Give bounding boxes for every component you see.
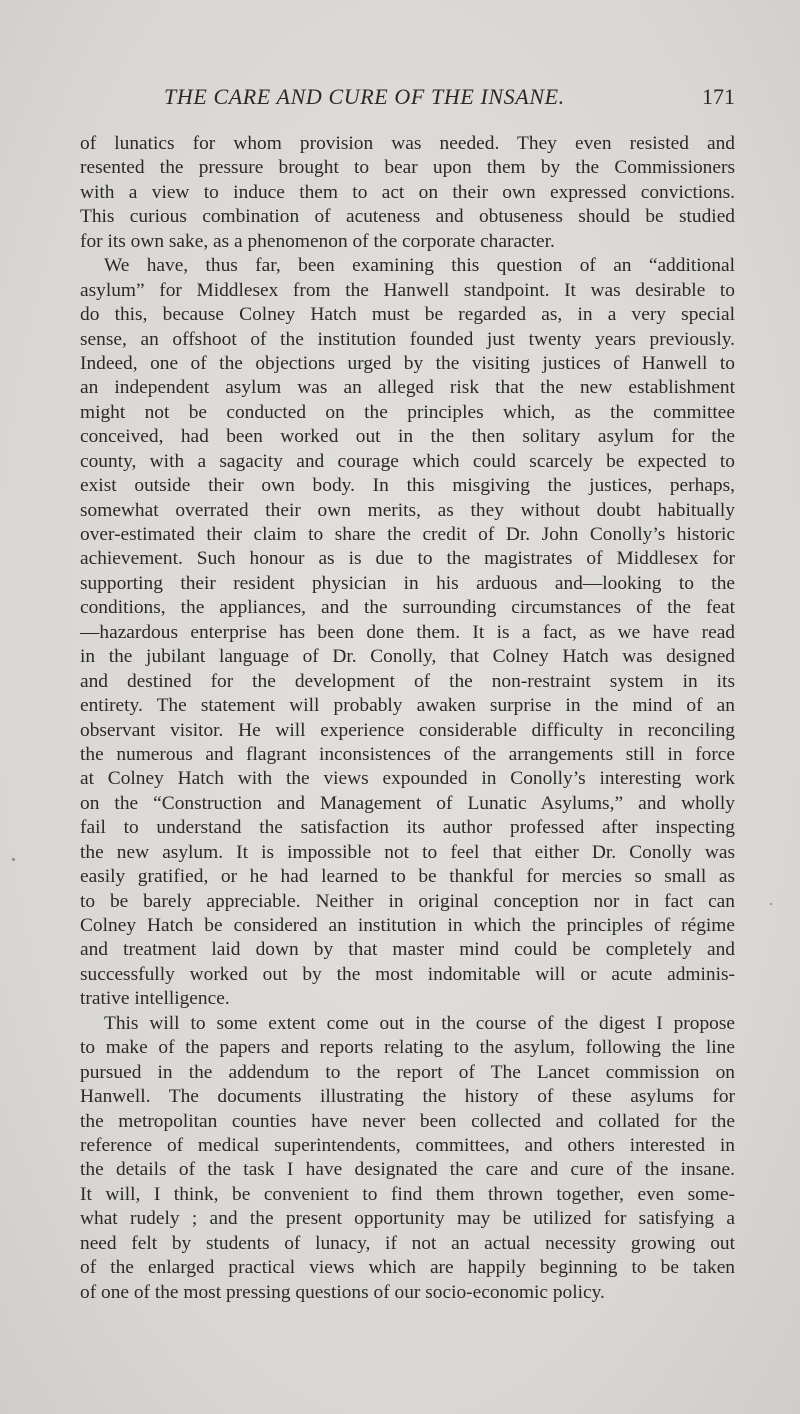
text-line: Hanwell. The documents illustrating the history of these asylums for (80, 1086, 735, 1108)
text-line: what rudely ; and the present opportunity may be utilized for satisfying a (80, 1208, 735, 1230)
running-title: THE CARE AND CURE OF THE INSANE. (164, 84, 565, 109)
text-line: on the “Construction and Management of Lunatic Asylums,” and wholly (80, 792, 735, 814)
text-line: It will, I think, be convenient to find them thrown together, even some- (80, 1183, 735, 1205)
body-text (80, 132, 735, 1305)
text-line: Colney Hatch be considered an institution in which the principles of régime (80, 915, 735, 936)
text-line: trative intelligence. (80, 988, 230, 1010)
text-line: entirety. The statement will probably awaken surprise in the mind of an (80, 695, 735, 717)
text-line: Indeed, one of the objections urged by the visiting justices of Hanwell to (80, 352, 735, 374)
text-line: of the enlarged practical views which are happily beginning to be taken (80, 1257, 735, 1279)
text-line: sense, an offshoot of the institution founded just twenty years previously. (80, 328, 735, 350)
text-line: —hazardous enterprise has been done them. It is a fact, as we have read (80, 621, 735, 643)
text-line: the metropolitan counties have never been collected and collated for the (80, 1110, 735, 1132)
paragraph-start-line: We have, thus far, been examining this question of an “additional (104, 255, 735, 277)
text-line: observant visitor. He will experience considerable difficulty in reconciling (80, 719, 735, 741)
text-line: of one of the most pressing questions of our socio-economic policy. (80, 1281, 605, 1303)
running-head (80, 84, 735, 114)
paper-speck (770, 903, 772, 905)
text-line: asylum” for Middlesex from the Hanwell standpoint. It was desirable to (80, 279, 735, 301)
text-line: over-estimated their claim to share the credit of Dr. John Conolly’s historic (80, 524, 735, 545)
text-line: and treatment laid down by that master mind could be completely and (80, 939, 735, 961)
text-line: at Colney Hatch with the views expounded in Conolly’s interesting work (80, 768, 735, 790)
text-line: to make of the papers and reports relating to the asylum, following the line (80, 1037, 735, 1059)
text-line: achievement. Such honour as is due to the magistrates of Middlesex for (80, 548, 735, 570)
text-line: might not be conducted on the principles which, as the committee (80, 401, 735, 423)
text-line: exist outside their own body. In this misgiving the justices, perhaps, (80, 475, 735, 497)
text-line: need felt by students of lunacy, if not an actual necessity growing out (80, 1232, 735, 1254)
text-line: easily gratified, or he had learned to be thankful for mercies so small as (80, 866, 735, 888)
text-line: the details of the task I have designated the care and cure of the insane. (80, 1159, 735, 1181)
text-line: resented the pressure brought to bear upon them by the Commissioners (80, 157, 735, 179)
text-line: for its own sake, as a phenomenon of the corporate character. (80, 230, 555, 252)
page-number: 171 (702, 84, 735, 109)
text-line: conceived, had been worked out in the then solitary asylum for the (80, 426, 735, 448)
text-line: county, with a sagacity and courage which could scarcely be expected to (80, 450, 735, 472)
paragraph-start-line: This will to some extent come out in the course of the digest I propose (104, 1012, 735, 1034)
text-line: the numerous and flagrant inconsistences of the arrangements still in force (80, 743, 735, 765)
text-line: with a view to induce them to act on their own expressed convictions. (80, 181, 735, 203)
text-line: pursued in the addendum to the report of The Lancet commission on (80, 1061, 735, 1083)
text-line: and destined for the development of the non-restraint system in its (80, 670, 735, 692)
text-line: an independent asylum was an alleged risk that the new establishment (80, 377, 735, 399)
text-line: the new asylum. It is impossible not to feel that either Dr. Conolly was (80, 841, 735, 863)
text-line: conditions, the appliances, and the surrounding circumstances of the feat (80, 597, 735, 619)
text-line: This curious combination of acuteness and obtuseness should be studied (80, 206, 735, 228)
text-line: of lunatics for whom provision was needed. They even resisted and (80, 133, 735, 154)
paper-speck (12, 858, 15, 861)
text-line: successfully worked out by the most indomitable will or acute adminis- (80, 963, 735, 985)
text-line: to be barely appreciable. Neither in original conception nor in fact can (80, 890, 735, 912)
text-line: somewhat overrated their own merits, as they without doubt habitually (80, 499, 735, 521)
text-line: supporting their resident physician in his arduous and—looking to the (80, 572, 735, 594)
text-line: in the jubilant language of Dr. Conolly, that Colney Hatch was designed (80, 646, 735, 668)
text-line: do this, because Colney Hatch must be regarded as, in a very special (80, 304, 735, 326)
text-line: fail to understand the satisfaction its author professed after inspecting (80, 817, 735, 839)
text-line: reference of medical superintendents, committees, and others interested in (80, 1134, 735, 1156)
